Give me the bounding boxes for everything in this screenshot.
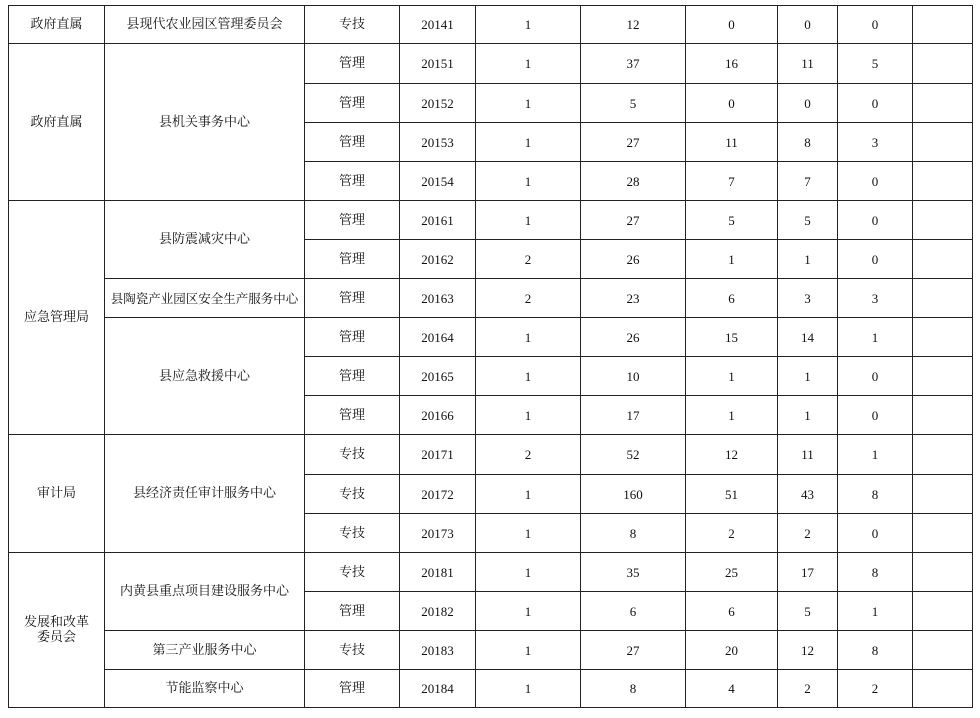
position-code-cell: 20166 bbox=[400, 396, 476, 435]
table-row bbox=[9, 6, 973, 44]
count-cell: 17 bbox=[581, 396, 686, 435]
department-cell: 政府直属 bbox=[9, 44, 105, 201]
count-cell: 8 bbox=[838, 475, 913, 514]
position-code-cell: 20162 bbox=[400, 240, 476, 279]
position-code-cell: 20153 bbox=[400, 123, 476, 162]
count-cell: 37 bbox=[581, 44, 686, 84]
count-cell: 1 bbox=[778, 240, 838, 279]
count-cell: 51 bbox=[686, 475, 778, 514]
count-cell: 0 bbox=[838, 240, 913, 279]
count-cell: 0 bbox=[838, 396, 913, 435]
position-type-cell: 管理 bbox=[305, 162, 400, 201]
count-cell: 0 bbox=[838, 162, 913, 201]
position-type-cell: 专技 bbox=[305, 553, 400, 592]
count-cell: 0 bbox=[838, 514, 913, 553]
quota-cell: 1 bbox=[476, 396, 581, 435]
position-code-cell: 20182 bbox=[400, 592, 476, 631]
unit-cell: 节能监察中心 bbox=[105, 670, 305, 708]
count-cell: 14 bbox=[778, 318, 838, 357]
count-cell: 0 bbox=[838, 201, 913, 240]
count-cell: 8 bbox=[838, 553, 913, 592]
position-type-cell: 专技 bbox=[305, 631, 400, 670]
count-cell: 23 bbox=[581, 279, 686, 318]
count-cell: 5 bbox=[778, 592, 838, 631]
unit-cell: 县经济责任审计服务中心 bbox=[105, 435, 305, 553]
empty-cell bbox=[913, 396, 973, 435]
count-cell: 0 bbox=[686, 6, 778, 44]
empty-cell bbox=[913, 123, 973, 162]
position-type-cell: 管理 bbox=[305, 123, 400, 162]
position-type-cell: 专技 bbox=[305, 435, 400, 475]
count-cell: 12 bbox=[581, 6, 686, 44]
count-cell: 52 bbox=[581, 435, 686, 475]
count-cell: 3 bbox=[778, 279, 838, 318]
count-cell: 2 bbox=[778, 514, 838, 553]
quota-cell: 1 bbox=[476, 670, 581, 708]
count-cell: 25 bbox=[686, 553, 778, 592]
count-cell: 0 bbox=[778, 6, 838, 44]
count-cell: 26 bbox=[581, 318, 686, 357]
empty-cell bbox=[913, 514, 973, 553]
count-cell: 5 bbox=[838, 44, 913, 84]
position-code-cell: 20172 bbox=[400, 475, 476, 514]
count-cell: 5 bbox=[778, 201, 838, 240]
department-cell: 审计局 bbox=[9, 435, 105, 553]
position-type-cell: 管理 bbox=[305, 318, 400, 357]
count-cell: 12 bbox=[686, 435, 778, 475]
count-cell: 10 bbox=[581, 357, 686, 396]
count-cell: 15 bbox=[686, 318, 778, 357]
empty-cell bbox=[913, 279, 973, 318]
position-type-cell: 管理 bbox=[305, 279, 400, 318]
count-cell: 7 bbox=[778, 162, 838, 201]
table-row bbox=[9, 279, 973, 318]
quota-cell: 1 bbox=[476, 318, 581, 357]
table-row bbox=[9, 44, 973, 84]
table-row bbox=[9, 670, 973, 708]
unit-cell: 县防震减灾中心 bbox=[105, 201, 305, 279]
empty-cell bbox=[913, 631, 973, 670]
count-cell: 6 bbox=[686, 592, 778, 631]
position-code-cell: 20154 bbox=[400, 162, 476, 201]
unit-cell: 县陶瓷产业园区安全生产服务中心 bbox=[105, 279, 305, 318]
table-row bbox=[9, 631, 973, 670]
position-code-cell: 20183 bbox=[400, 631, 476, 670]
count-cell: 8 bbox=[581, 514, 686, 553]
empty-cell bbox=[913, 592, 973, 631]
count-cell: 2 bbox=[778, 670, 838, 708]
position-type-cell: 管理 bbox=[305, 201, 400, 240]
count-cell: 3 bbox=[838, 123, 913, 162]
count-cell: 1 bbox=[686, 357, 778, 396]
quota-cell: 1 bbox=[476, 514, 581, 553]
count-cell: 1 bbox=[686, 240, 778, 279]
count-cell: 5 bbox=[581, 84, 686, 123]
position-type-cell: 专技 bbox=[305, 475, 400, 514]
position-type-cell: 管理 bbox=[305, 592, 400, 631]
count-cell: 1 bbox=[778, 357, 838, 396]
count-cell: 160 bbox=[581, 475, 686, 514]
empty-cell bbox=[913, 84, 973, 123]
count-cell: 8 bbox=[581, 670, 686, 708]
department-cell: 应急管理局 bbox=[9, 201, 105, 435]
count-cell: 11 bbox=[778, 44, 838, 84]
position-type-cell: 管理 bbox=[305, 357, 400, 396]
count-cell: 12 bbox=[778, 631, 838, 670]
unit-cell: 县机关事务中心 bbox=[105, 44, 305, 201]
quota-cell: 1 bbox=[476, 553, 581, 592]
job-position-table bbox=[8, 5, 973, 708]
position-code-cell: 20152 bbox=[400, 84, 476, 123]
count-cell: 11 bbox=[686, 123, 778, 162]
count-cell: 43 bbox=[778, 475, 838, 514]
quota-cell: 1 bbox=[476, 44, 581, 84]
unit-cell: 第三产业服务中心 bbox=[105, 631, 305, 670]
position-code-cell: 20181 bbox=[400, 553, 476, 592]
empty-cell bbox=[913, 670, 973, 708]
count-cell: 1 bbox=[838, 435, 913, 475]
count-cell: 0 bbox=[838, 357, 913, 396]
empty-cell bbox=[913, 44, 973, 84]
count-cell: 6 bbox=[581, 592, 686, 631]
position-type-cell: 专技 bbox=[305, 514, 400, 553]
count-cell: 1 bbox=[686, 396, 778, 435]
quota-cell: 1 bbox=[476, 475, 581, 514]
position-type-cell: 专技 bbox=[305, 6, 400, 44]
count-cell: 6 bbox=[686, 279, 778, 318]
table-row bbox=[9, 435, 973, 475]
empty-cell bbox=[913, 318, 973, 357]
position-code-cell: 20165 bbox=[400, 357, 476, 396]
position-code-cell: 20141 bbox=[400, 6, 476, 44]
empty-cell bbox=[913, 475, 973, 514]
unit-cell: 县现代农业园区管理委员会 bbox=[105, 6, 305, 44]
position-code-cell: 20163 bbox=[400, 279, 476, 318]
unit-cell: 内黄县重点项目建设服务中心 bbox=[105, 553, 305, 631]
count-cell: 16 bbox=[686, 44, 778, 84]
count-cell: 35 bbox=[581, 553, 686, 592]
count-cell: 1 bbox=[838, 592, 913, 631]
count-cell: 17 bbox=[778, 553, 838, 592]
empty-cell bbox=[913, 240, 973, 279]
position-type-cell: 管理 bbox=[305, 396, 400, 435]
count-cell: 27 bbox=[581, 631, 686, 670]
count-cell: 8 bbox=[778, 123, 838, 162]
count-cell: 1 bbox=[778, 396, 838, 435]
position-code-cell: 20184 bbox=[400, 670, 476, 708]
position-code-cell: 20164 bbox=[400, 318, 476, 357]
count-cell: 0 bbox=[686, 84, 778, 123]
count-cell: 7 bbox=[686, 162, 778, 201]
empty-cell bbox=[913, 357, 973, 396]
position-type-cell: 管理 bbox=[305, 44, 400, 84]
count-cell: 5 bbox=[686, 201, 778, 240]
count-cell: 8 bbox=[838, 631, 913, 670]
count-cell: 4 bbox=[686, 670, 778, 708]
count-cell: 20 bbox=[686, 631, 778, 670]
position-code-cell: 20171 bbox=[400, 435, 476, 475]
position-type-cell: 管理 bbox=[305, 240, 400, 279]
table-row bbox=[9, 318, 973, 357]
quota-cell: 1 bbox=[476, 201, 581, 240]
count-cell: 27 bbox=[581, 123, 686, 162]
position-code-cell: 20161 bbox=[400, 201, 476, 240]
table-row bbox=[9, 201, 973, 240]
empty-cell bbox=[913, 435, 973, 475]
quota-cell: 1 bbox=[476, 162, 581, 201]
position-type-cell: 管理 bbox=[305, 84, 400, 123]
position-code-cell: 20173 bbox=[400, 514, 476, 553]
table-row bbox=[9, 553, 973, 592]
empty-cell bbox=[913, 6, 973, 44]
count-cell: 28 bbox=[581, 162, 686, 201]
count-cell: 11 bbox=[778, 435, 838, 475]
count-cell: 0 bbox=[838, 84, 913, 123]
quota-cell: 1 bbox=[476, 84, 581, 123]
empty-cell bbox=[913, 553, 973, 592]
quota-cell: 1 bbox=[476, 357, 581, 396]
quota-cell: 1 bbox=[476, 592, 581, 631]
quota-cell: 1 bbox=[476, 631, 581, 670]
count-cell: 3 bbox=[838, 279, 913, 318]
position-type-cell: 管理 bbox=[305, 670, 400, 708]
quota-cell: 2 bbox=[476, 279, 581, 318]
count-cell: 2 bbox=[838, 670, 913, 708]
empty-cell bbox=[913, 201, 973, 240]
count-cell: 26 bbox=[581, 240, 686, 279]
empty-cell bbox=[913, 162, 973, 201]
count-cell: 0 bbox=[778, 84, 838, 123]
position-code-cell: 20151 bbox=[400, 44, 476, 84]
quota-cell: 2 bbox=[476, 435, 581, 475]
quota-cell: 2 bbox=[476, 240, 581, 279]
quota-cell: 1 bbox=[476, 6, 581, 44]
count-cell: 2 bbox=[686, 514, 778, 553]
department-cell: 发展和改革委员会 bbox=[9, 553, 105, 708]
count-cell: 0 bbox=[838, 6, 913, 44]
count-cell: 1 bbox=[838, 318, 913, 357]
quota-cell: 1 bbox=[476, 123, 581, 162]
count-cell: 27 bbox=[581, 201, 686, 240]
department-cell: 政府直属 bbox=[9, 6, 105, 44]
unit-cell: 县应急救援中心 bbox=[105, 318, 305, 435]
